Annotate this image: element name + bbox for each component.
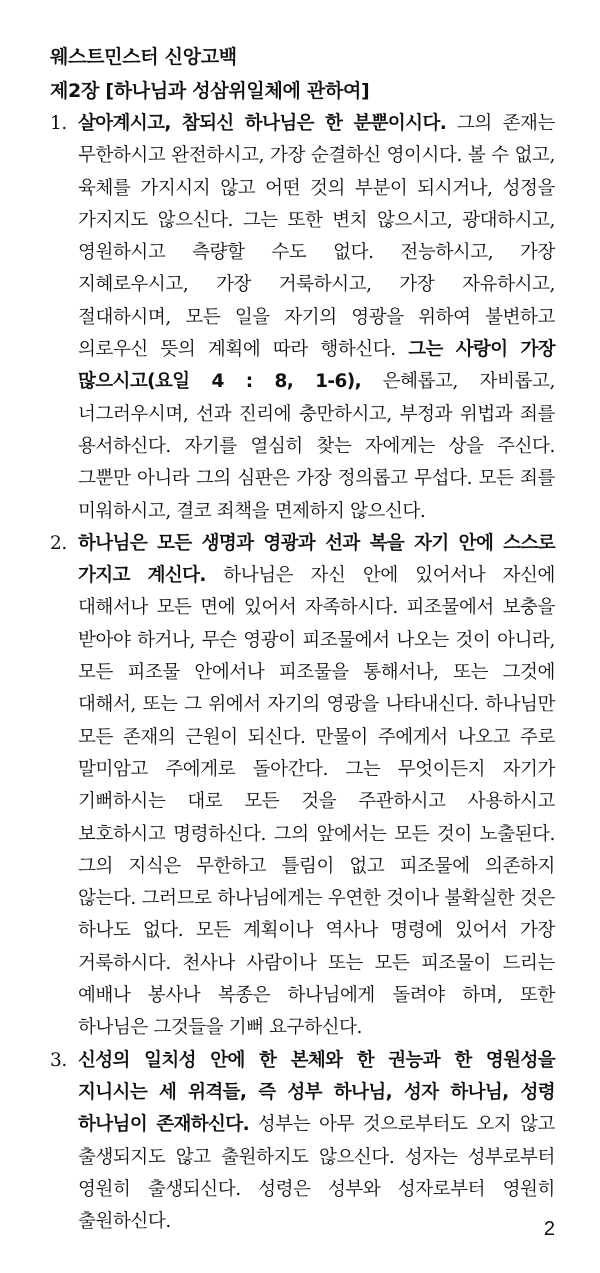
article-list — [50, 108, 555, 1238]
article-lead-text: 하나님은 모든 생명과 영광과 선과 복을 자기 안에 스스로 가지고 계신다. — [78, 532, 555, 587]
article-3 — [50, 1045, 555, 1239]
article-number: 3. — [50, 1049, 67, 1071]
article-body-text: 성부는 아무 것으로부터도 오지 않고 출생되지도 않고 출원하지도 않으신다. 성자는 성부로부터 영원히 출생되신다. 성령은 성부와 성자로부터 영원히 출원하신다. — [78, 1114, 555, 1233]
article-lead-text: 신성의 일치성 안에 한 본체와 한 권능과 한 영원성을 지니시는 세 위격들, 즉 성부 하나님, 성자 하나님, 성령 하나님이 존재하신다. — [78, 1049, 555, 1136]
page-number: 2 — [543, 1218, 555, 1240]
document-title: 웨스트민스터 신앙고백 — [50, 46, 237, 68]
article-number: 1. — [50, 113, 67, 134]
article-bold-text: 그는 사랑이 가장 많으시고(요일 4 : 8, 1-6), — [78, 339, 555, 393]
article-2 — [50, 528, 555, 1045]
article-body-text: 하나님은 자신 안에 있어서나 자신에 대해서나 모든 면에 있어서 자족하시다. 피조물에서 보충을 받아야 하거나, 무슨 영광이 피조물에서 나오는 것이 아니라, 모든 피조물 안에서나 피조물을 통해서나, 또는 그것에 대해서, 또는 그 위에서 자기의 영광을 나타내신다. 하나님만 모든 존재의 근원이 되신다. 만물이 주에게서 나오고 주로 말미암고 주에게로 돌아간다. 그는 무엇이든지 자기가 기뻐하시는 대로 모든 것을 주관하시고 사용하시고 보호하시고 명령하신다. 그의 앞에서는 모든 것이 노출된다. 그의 지식은 무한하고 틀림이 없고 피조물에 의존하지 않는다. 그러므로 하나님에게는 우연한 것이나 불확실한 것은 하나도 없다. 모든 계획이나 역사나 명령에 있어서 가장 거룩하시다. 천사나 사람이나 또는 모든 피조물이 드리는 예배나 봉사나 복종은 하나님에게 돌려야 하며, 또한 하나님은 그것들을 기뻐 요구하신다. — [78, 565, 555, 1039]
article-number: 2. — [50, 532, 67, 554]
article-body-text: 은혜롭고, 자비롭고, 너그러우시며, 선과 진리에 충만하시고, 부정과 위법과 죄를 용서하신다. 자기를 열심히 찾는 자에게는 상을 주신다. 그뿐만 아니라 그의 심판은 가장 정의롭고 무섭다. 모든 죄를 미워하시고, 결코 죄책을 면제하지 않으신다. — [78, 371, 555, 522]
article-body-text: 그의 존재는 무한하시고 완전하시고, 가장 순결하신 영이시다. 볼 수 없고, 육체를 가지시지 않고 어떤 것의 부분이 되시거나, 성정을 가지지도 않으신다. 그는 또한 변치 않으시고, 광대하시고, 영원하시고 측량할 수도 없다. 전능하시고, 가장 지혜로우시고, 가장 거룩하시고, 가장 자유하시고, 절대하시며, 모든 일을 자기의 영광을 위하여 불변하고 의로우신 뜻의 계획에 따라 행하신다. — [78, 113, 555, 361]
article-lead-text: 살아계시고, 참되신 하나님은 한 분뿐이시다. — [78, 113, 447, 134]
chapter-heading: 제2장 [하나님과 성삼위일체에 관하여] — [50, 80, 370, 102]
article-1 — [50, 108, 555, 528]
